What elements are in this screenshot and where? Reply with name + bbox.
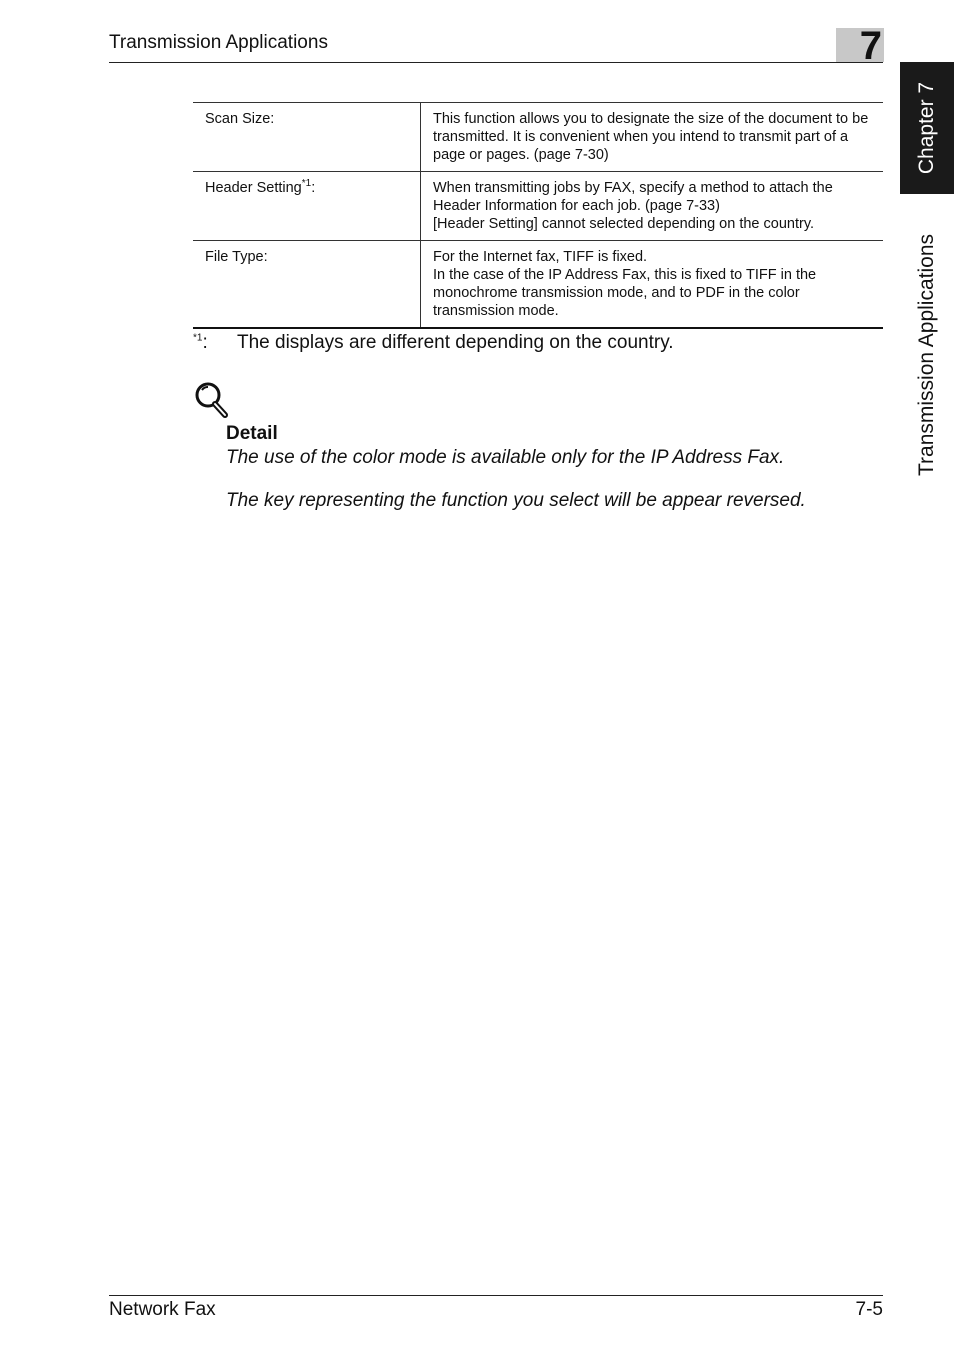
table-key-text: File Type: bbox=[205, 249, 268, 265]
table-key-cell bbox=[193, 103, 421, 172]
detail-line: The key representing the function you select will be appear reversed. bbox=[226, 490, 806, 511]
detail-title: Detail bbox=[226, 423, 278, 444]
chapter-number-box bbox=[836, 24, 884, 68]
footer-rule bbox=[109, 1295, 883, 1296]
table-row bbox=[193, 241, 883, 329]
table-value-text: For the Internet fax, TIFF is fixed. In the case of the IP Address Fax, this is fixed to TIFF in the monochrome transmission mode, and to PDF in the color transmission mode. bbox=[433, 249, 817, 319]
side-chapter-label: Chapter 7 bbox=[915, 81, 938, 175]
page-number: 7-5 bbox=[855, 1299, 883, 1320]
footnote-reference: *1 bbox=[301, 178, 312, 190]
table-row bbox=[193, 103, 883, 172]
header-rule bbox=[109, 62, 883, 63]
footnote-mark-suffix: : bbox=[202, 332, 208, 353]
footnote-mark bbox=[193, 332, 237, 354]
function-table bbox=[193, 102, 883, 329]
table-key-text: Header Setting bbox=[205, 180, 302, 196]
footer-title: Network Fax bbox=[109, 1299, 216, 1320]
footnote-text: The displays are different depending on the country. bbox=[237, 332, 674, 353]
side-section bbox=[900, 215, 954, 495]
table-key-cell bbox=[193, 172, 421, 241]
footnote bbox=[193, 332, 674, 354]
chapter-number: 7 bbox=[859, 24, 882, 68]
table-key-suffix: : bbox=[311, 180, 316, 196]
header-title: Transmission Applications bbox=[109, 32, 328, 53]
table-value-cell bbox=[421, 241, 884, 329]
table-value-text: This function allows you to designate the size of the document to be transmitted. It is convenient when you intend to transmit part of a page or pages. (page 7-30) bbox=[433, 111, 869, 163]
magnifier-icon bbox=[194, 381, 230, 419]
table-row bbox=[193, 172, 883, 241]
table-key-cell bbox=[193, 241, 421, 329]
footnote-mark-number: *1 bbox=[193, 332, 203, 344]
table-key-text: Scan Size: bbox=[205, 111, 275, 127]
table-value-text: When transmitting jobs by FAX, specify a method to attach the Header Information for each job. (page 7-33) [Header Setting] cannot selected depending on the country. bbox=[433, 180, 833, 232]
table-value-cell bbox=[421, 172, 884, 241]
detail-line: The use of the color mode is available only for the IP Address Fax. bbox=[226, 447, 785, 468]
side-chapter-tab bbox=[900, 62, 954, 194]
table-value-cell bbox=[421, 103, 884, 172]
side-section-label: Transmission Applications bbox=[915, 234, 938, 476]
